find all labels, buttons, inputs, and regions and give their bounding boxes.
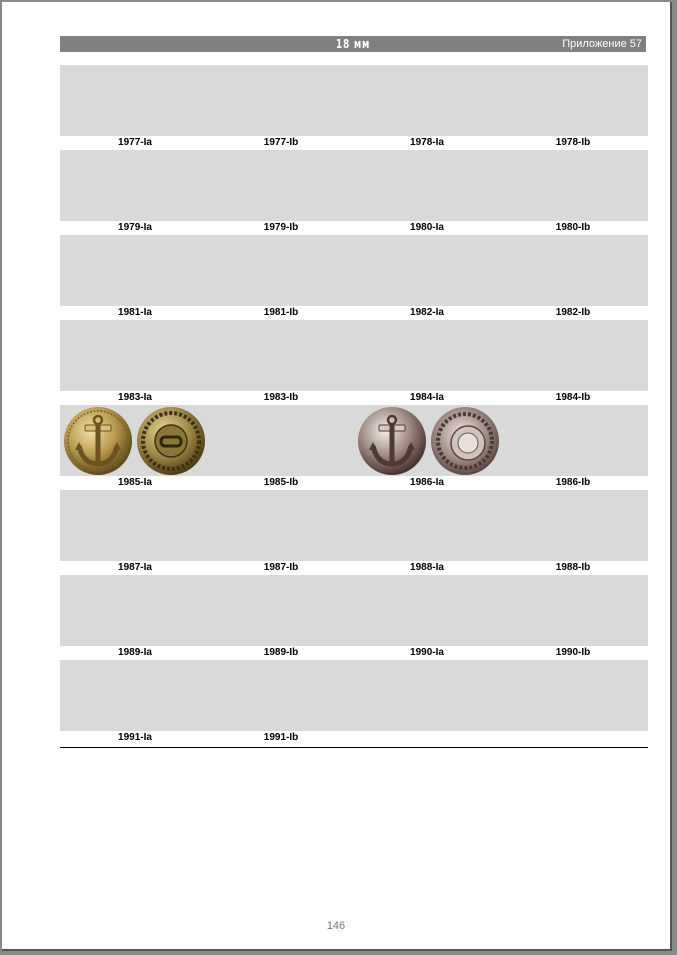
- appendix-label: Приложение 57: [562, 38, 642, 50]
- item-label: 1980-Ib: [555, 222, 591, 233]
- item-label: 1979-Ia: [118, 222, 152, 233]
- item-label: 1979-Ib: [263, 222, 299, 233]
- bottom-rule: [60, 747, 648, 748]
- item-label: 1986-Ia: [410, 477, 444, 488]
- item-label: 1984-Ib: [555, 392, 591, 403]
- catalog-row: [60, 320, 648, 405]
- item-label: 1980-Ia: [410, 222, 444, 233]
- catalog-row: [60, 65, 648, 150]
- item-label: 1981-Ib: [263, 307, 299, 318]
- label-row: [60, 476, 648, 490]
- catalog-row: [60, 575, 648, 660]
- image-box: [60, 320, 648, 391]
- label-row: [60, 221, 648, 235]
- item-label: 1991-Ib: [263, 732, 299, 743]
- image-box: [60, 660, 648, 731]
- label-row: [60, 731, 648, 745]
- item-label: 1987-Ib: [263, 562, 299, 573]
- item-label: 1985-Ia: [118, 477, 152, 488]
- item-label: 1990-Ia: [410, 647, 444, 658]
- item-label: 1989-Ib: [263, 647, 299, 658]
- image-box: [60, 235, 648, 306]
- image-box: [60, 490, 648, 561]
- label-row: [60, 391, 648, 405]
- label-row: [60, 136, 648, 150]
- image-box: [60, 405, 648, 476]
- catalog-row: [60, 235, 648, 320]
- button-back-gold-image: [136, 406, 206, 476]
- item-label: 1991-Ia: [118, 732, 152, 743]
- catalog-row: [60, 660, 648, 745]
- catalog-grid: [60, 65, 648, 745]
- item-label: 1983-Ib: [263, 392, 299, 403]
- page-number: 146: [326, 920, 346, 932]
- button-back-silver-image: [430, 406, 500, 476]
- item-label: 1990-Ib: [555, 647, 591, 658]
- item-label: 1988-Ia: [410, 562, 444, 573]
- label-row: [60, 561, 648, 575]
- catalog-row: [60, 405, 648, 490]
- label-row: [60, 646, 648, 660]
- item-label: 1977-Ia: [118, 137, 152, 148]
- image-box: [60, 575, 648, 646]
- item-label: 1983-Ia: [118, 392, 152, 403]
- page-title: 18 мм: [335, 37, 371, 51]
- item-label: 1986-Ib: [555, 477, 591, 488]
- page-sheet: [2, 2, 672, 951]
- anchor-button-front-silver-image: [357, 406, 427, 476]
- item-label: 1978-Ia: [410, 137, 444, 148]
- item-label: 1988-Ib: [555, 562, 591, 573]
- label-row: [60, 306, 648, 320]
- catalog-row: [60, 150, 648, 235]
- item-label: 1981-Ia: [118, 307, 152, 318]
- item-label: 1982-Ib: [555, 307, 591, 318]
- item-label: 1982-Ia: [410, 307, 444, 318]
- item-label: 1977-Ib: [263, 137, 299, 148]
- item-label: 1989-Ia: [118, 647, 152, 658]
- header-bar: [60, 36, 646, 52]
- catalog-row: [60, 490, 648, 575]
- anchor-button-front-gold-image: [63, 406, 133, 476]
- item-label: 1978-Ib: [555, 137, 591, 148]
- item-label: 1984-Ia: [410, 392, 444, 403]
- image-box: [60, 150, 648, 221]
- item-label: 1987-Ia: [118, 562, 152, 573]
- image-box: [60, 65, 648, 136]
- item-label: 1985-Ib: [263, 477, 299, 488]
